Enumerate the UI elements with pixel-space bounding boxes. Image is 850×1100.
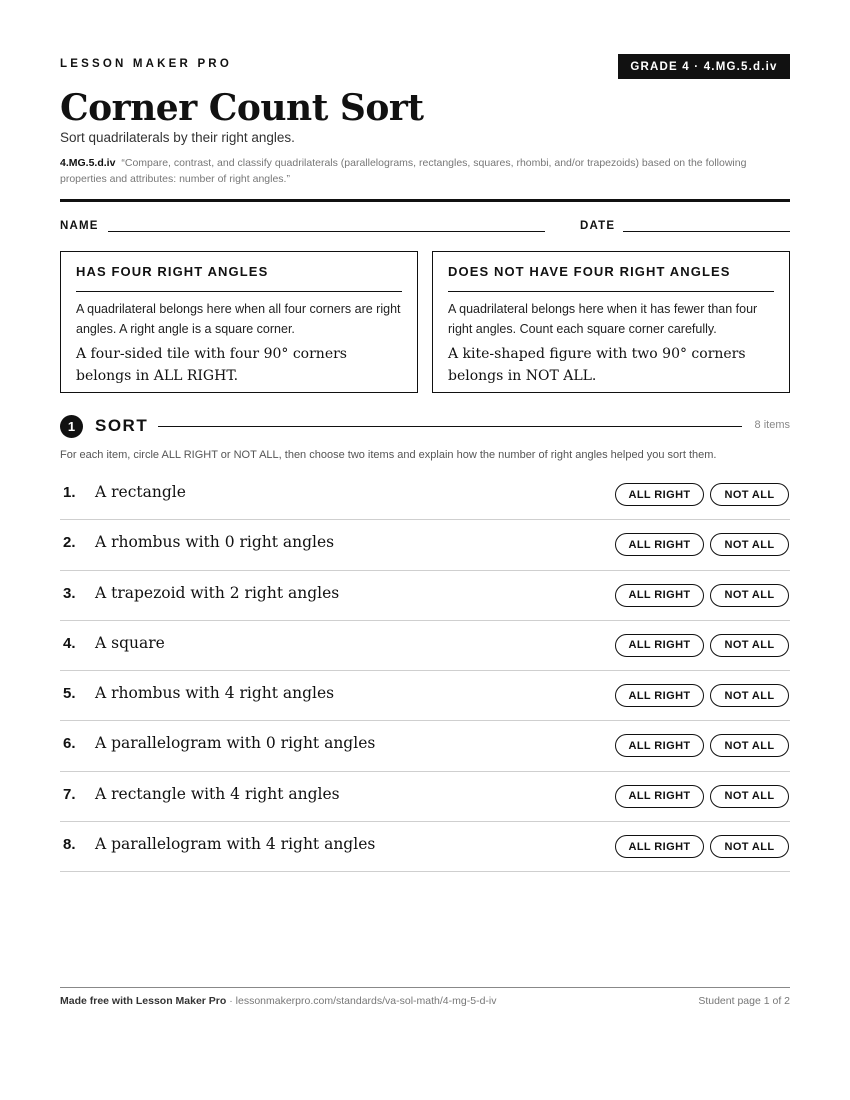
- footer: [60, 995, 790, 1007]
- item-text: A rectangle with 4 right angles: [95, 784, 340, 803]
- list-item: [60, 621, 790, 671]
- brand-name: LESSON MAKER PRO: [60, 58, 232, 70]
- list-item: [60, 571, 790, 621]
- item-number: 4.: [63, 634, 76, 652]
- item-text: A square: [95, 633, 165, 652]
- category-title: HAS FOUR RIGHT ANGLES: [76, 252, 402, 292]
- all-right-button[interactable]: ALL RIGHT: [615, 734, 704, 757]
- item-number: 5.: [63, 685, 76, 703]
- footer-divider: [60, 987, 790, 988]
- item-text: A rhombus with 4 right angles: [95, 684, 335, 703]
- item-number: 7.: [63, 785, 76, 803]
- not-all-button[interactable]: NOT ALL: [710, 584, 789, 607]
- item-number: 6.: [63, 735, 76, 753]
- list-item: [60, 470, 790, 520]
- category-description: A quadrilateral belongs here when all four corners are right angles. A right angle is a square corner.: [76, 302, 401, 336]
- item-text: A parallelogram with 0 right angles: [95, 734, 376, 753]
- not-all-button[interactable]: NOT ALL: [710, 483, 789, 506]
- all-right-button[interactable]: ALL RIGHT: [615, 785, 704, 808]
- not-all-button[interactable]: NOT ALL: [710, 533, 789, 556]
- all-right-button[interactable]: ALL RIGHT: [615, 684, 704, 707]
- name-label: NAME: [60, 220, 99, 232]
- page-title: Corner Count Sort: [60, 87, 424, 129]
- instructions: For each item, circle ALL RIGHT or NOT ALL, then choose two items and explain how the number of right angles helped you sort them.: [60, 449, 717, 461]
- standard-statement: [60, 155, 790, 187]
- all-right-button[interactable]: ALL RIGHT: [615, 835, 704, 858]
- page-subtitle: Sort quadrilaterals by their right angles.: [60, 130, 295, 145]
- category-title: DOES NOT HAVE FOUR RIGHT ANGLES: [448, 252, 774, 292]
- worksheet-page: [60, 0, 790, 1100]
- item-text: A rectangle: [95, 483, 186, 501]
- list-item: [60, 822, 790, 872]
- not-all-button[interactable]: NOT ALL: [710, 785, 789, 808]
- item-count: 8 items: [754, 419, 790, 431]
- not-all-button[interactable]: NOT ALL: [710, 835, 789, 858]
- name-field[interactable]: [108, 231, 545, 232]
- list-item: [60, 671, 790, 721]
- category-example: A four-sided tile with four 90° corners belongs in ALL RIGHT.: [76, 346, 347, 384]
- all-right-button[interactable]: ALL RIGHT: [615, 634, 704, 657]
- list-item: [60, 772, 790, 822]
- item-number: 2.: [63, 534, 76, 552]
- item-number: 8.: [63, 836, 76, 854]
- sort-item-list: [60, 470, 790, 872]
- grade-badge: GRADE 4 · 4.MG.5.d.iv: [618, 54, 790, 79]
- all-right-button[interactable]: ALL RIGHT: [615, 483, 704, 506]
- category-card-not-all: [432, 251, 790, 393]
- category-example: A kite-shaped figure with two 90° corners belongs in NOT ALL.: [448, 346, 746, 384]
- all-right-button[interactable]: ALL RIGHT: [615, 584, 704, 607]
- footer-url[interactable]: · lessonmakerpro.com/standards/va-sol-math/4-mg-5-d-iv: [226, 995, 497, 1007]
- item-number: 1.: [63, 484, 76, 501]
- standard-text: “Compare, contrast, and classify quadrilaterals (parallelograms, rectangles, squares, rhombi, and/or trapezoids) based on the following properties and attributes: number of right angles.”: [60, 157, 747, 185]
- sort-section-header: [60, 413, 790, 439]
- footer-made-with: Made free with Lesson Maker Pro: [60, 995, 227, 1007]
- not-all-button[interactable]: NOT ALL: [710, 734, 789, 757]
- list-item: [60, 721, 790, 771]
- page-number: Student page 1 of 2: [698, 995, 790, 1007]
- item-text: A parallelogram with 4 right angles: [95, 835, 376, 854]
- category-description: A quadrilateral belongs here when it has fewer than four right angles. Count each square corner carefully.: [448, 302, 758, 336]
- date-field[interactable]: [623, 231, 790, 232]
- item-text: A rhombus with 0 right angles: [95, 533, 335, 552]
- section-title: SORT: [95, 416, 149, 435]
- category-card-all-right: [60, 251, 418, 393]
- date-label: DATE: [580, 220, 616, 232]
- all-right-button[interactable]: ALL RIGHT: [615, 533, 704, 556]
- not-all-button[interactable]: NOT ALL: [710, 634, 789, 657]
- item-text: A trapezoid with 2 right angles: [95, 583, 340, 602]
- list-item: [60, 520, 790, 570]
- section-number: 1: [60, 415, 83, 438]
- item-number: 3.: [63, 584, 76, 602]
- section-divider: [158, 426, 742, 427]
- not-all-button[interactable]: NOT ALL: [710, 684, 789, 707]
- header-divider: [60, 199, 790, 202]
- standard-code: 4.MG.5.d.iv: [60, 157, 116, 169]
